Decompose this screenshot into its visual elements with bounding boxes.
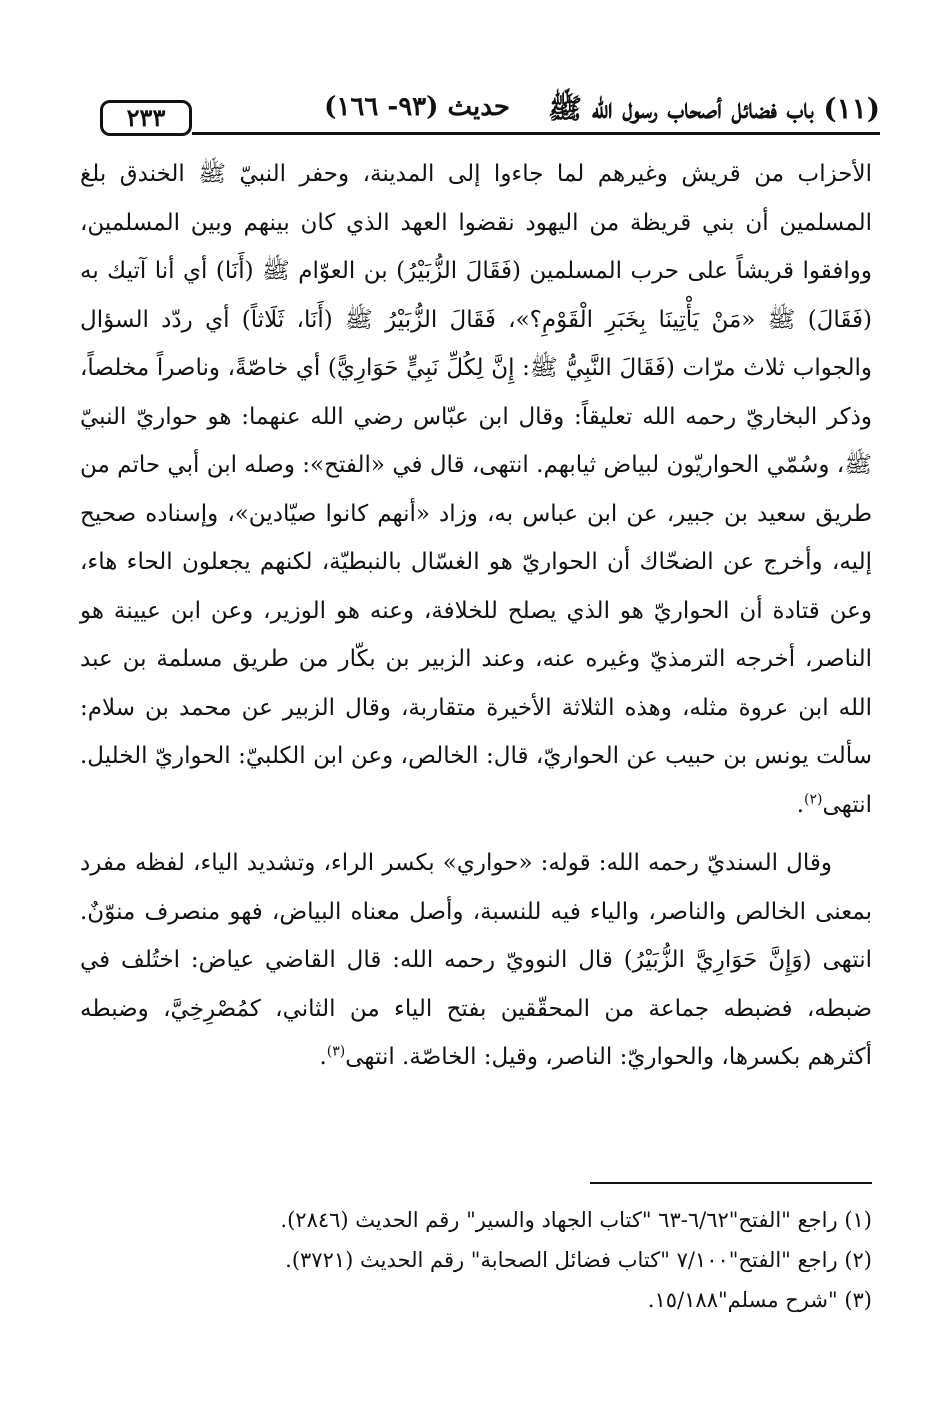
chapter-title: (١١) باب فضائل أصحاب رسول الله ﷺ [548, 92, 880, 125]
footnote-ref-2: (٢) [804, 790, 823, 807]
footnote-1: (١) راجع "الفتح"٦/٦٢-٦٣ "كتاب الجهاد والسير" رقم الحديث (٢٨٤٦). [280, 1208, 872, 1232]
paragraph-2-text: وقال السنديّ رحمه الله: قوله: «حواري» بكسر الراء، وتشديد الياء، لفظه مفرد بمعنى الخالص والناصر، والياء فيه للنسبة، وأصل معناه البياض، فهو منصرف منوّنٌ. انتهى (وَإِنَّ حَوَارِيَّ الزُّبَيْرُ) قال النوويّ رحمه الله: قال القاضي عياض: اختُلف في ضبطه، فضبطه جماعة من المحقّقين بفتح الياء من الثاني، كمُصْرِخِيَّ، وضبطه أكثرهم بكسرها، والحواريّ: الناصر، وقيل: الخاصّة. انتهى [80, 850, 872, 1070]
paragraph-1-text: الأحزاب من قريش وغيرهم لما جاءوا إلى المدينة، وحفر النبيّ ﷺ الخندق بلغ المسلمين أن بني قريظة من اليهود نقضوا العهد الذي كان بينهم وبين المسلمين، ووافقوا قريشاً على حرب المسلمين (فَقَالَ الزُّبَيْرُ) بن العوّام ﷺ (أَنَا) أي أنا آتيك به (فَقَالَ) ﷺ «مَنْ يَأْتِينَا بِخَبَرِ الْقَوْمِ؟»، فَقَالَ الزُّبَيْرُ ﷺ (أَنَا، ثَلَاثاً) أي ردّد السؤال والجواب ثلاث مرّات (فَقَالَ النَّبِيُّ ﷺ: إِنَّ لِكُلِّ نَبِيٍّ حَوَارِيًّ) أي خاصّةً، وناصراً مخلصاً، وذكر البخاريّ رحمه الله تعليقاً: وقال ابن عبّاس رضي الله عنهما: هو حواريّ النبيّ ﷺ، وسُمّي الحواريّون لبياض ثيابهم. انتهى، قال في «الفتح»: وصله ابن أبي حاتم من طريق سعيد بن جبير، عن ابن عباس به، وزاد «أنهم كانوا صيّادين»، وإسناده صحيح إليه، وأخرج عن الضحّاك أن الحواريّ هو الغسّال بالنبطيّة، لكنهم يجعلون الحاء هاء، وعن قتادة أن الحواريّ هو الذي يصلح للخلافة، وعنه هو الوزير، وعن ابن عيينة هو الناصر، أخرجه الترمذيّ وغيره عنه، وعند الزبير بن بكّار من طريق مسلمة بن عبد الله ابن عروة مثله، وهذه الثلاثة الأخيرة متقاربة، وقال الزبير عن محمد بن سلام: سألت يونس بن حبيب عن الحواريّ، قال: الخالص، وعن ابن الكلبيّ: الحواريّ الخليل. انتهى [80, 161, 872, 818]
page-header [100, 88, 880, 132]
page-number: ٢٣٣ [100, 100, 192, 136]
hadith-range: حديث (٩٣- ١٦٦) [324, 92, 510, 122]
main-text [80, 150, 872, 1082]
paragraph-2-period: . [319, 1044, 327, 1070]
footnote-rule [590, 1182, 872, 1184]
header-rule [192, 132, 880, 135]
paragraph-1-period: . [796, 791, 805, 818]
footnote-ref-3: (٣) [326, 1043, 346, 1060]
paragraph-1 [80, 150, 872, 829]
footnotes [80, 1200, 872, 1320]
footnote-2: (٢) راجع "الفتح"٧/١٠٠ "كتاب فضائل الصحابة" رقم الحديث (٣٧٢١). [285, 1248, 872, 1272]
paragraph-2 [80, 839, 872, 1082]
footnote-3: (٣) "شرح مسلم"١٥/١٨٨. [647, 1288, 872, 1312]
